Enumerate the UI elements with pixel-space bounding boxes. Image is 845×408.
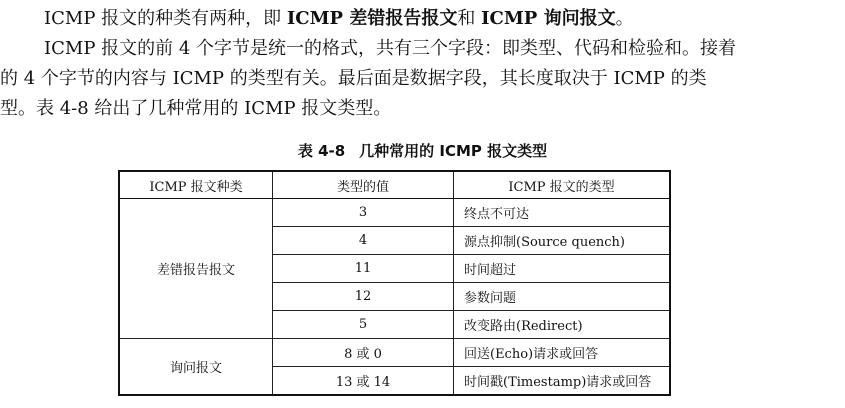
table-row bbox=[119, 339, 670, 367]
intro-suffix: 。 bbox=[615, 8, 634, 29]
type-value: 8 或 0 bbox=[273, 339, 454, 367]
type-value: 12 bbox=[273, 283, 454, 311]
type-value: 13 或 14 bbox=[273, 367, 454, 396]
table-caption bbox=[0, 140, 845, 162]
intro-paragraph bbox=[44, 4, 845, 34]
header-value: 类型的值 bbox=[273, 171, 454, 199]
error-report-term: ICMP 差错报告报文 bbox=[286, 8, 458, 29]
type-description: 时间戳(Timestamp)请求或回答 bbox=[454, 367, 671, 396]
intro-prefix: ICMP 报文的种类有两种，即 bbox=[44, 8, 287, 29]
format-line-3: 型。表 4-8 给出了几种常用的 ICMP 报文类型。 bbox=[0, 98, 392, 119]
format-line-2: 的 4 个字节的内容与 ICMP 的类型有关。最后面是数据字段，其长度取决于 ICMP 的类 bbox=[0, 68, 707, 89]
header-kind: ICMP 报文种类 bbox=[119, 171, 273, 199]
header-type: ICMP 报文的类型 bbox=[454, 171, 671, 199]
type-description: 回送(Echo)请求或回答 bbox=[454, 339, 671, 367]
icmp-type-table bbox=[118, 170, 671, 396]
format-line-1: ICMP 报文的前 4 个字节是统一的格式，共有三个字段：即类型、代码和检验和。接着 bbox=[44, 38, 737, 59]
type-value: 11 bbox=[273, 255, 454, 283]
table-header-row bbox=[119, 171, 670, 199]
table-caption-number: 表 4-8 bbox=[297, 142, 346, 160]
table-row bbox=[119, 199, 670, 227]
format-paragraph bbox=[0, 34, 845, 124]
group-kind-error: 差错报告报文 bbox=[119, 199, 273, 339]
query-term: ICMP 询问报文 bbox=[481, 8, 616, 29]
type-description: 参数问题 bbox=[454, 283, 671, 311]
type-description: 改变路由(Redirect) bbox=[454, 311, 671, 339]
type-description: 终点不可达 bbox=[454, 199, 671, 227]
type-description: 源点抑制(Source quench) bbox=[454, 227, 671, 255]
table-caption-title: 几种常用的 ICMP 报文类型 bbox=[359, 142, 548, 160]
type-value: 5 bbox=[273, 311, 454, 339]
intro-middle: 和 bbox=[457, 8, 482, 29]
group-kind-query: 询问报文 bbox=[119, 339, 273, 396]
type-value: 4 bbox=[273, 227, 454, 255]
type-description: 时间超过 bbox=[454, 255, 671, 283]
type-value: 3 bbox=[273, 199, 454, 227]
